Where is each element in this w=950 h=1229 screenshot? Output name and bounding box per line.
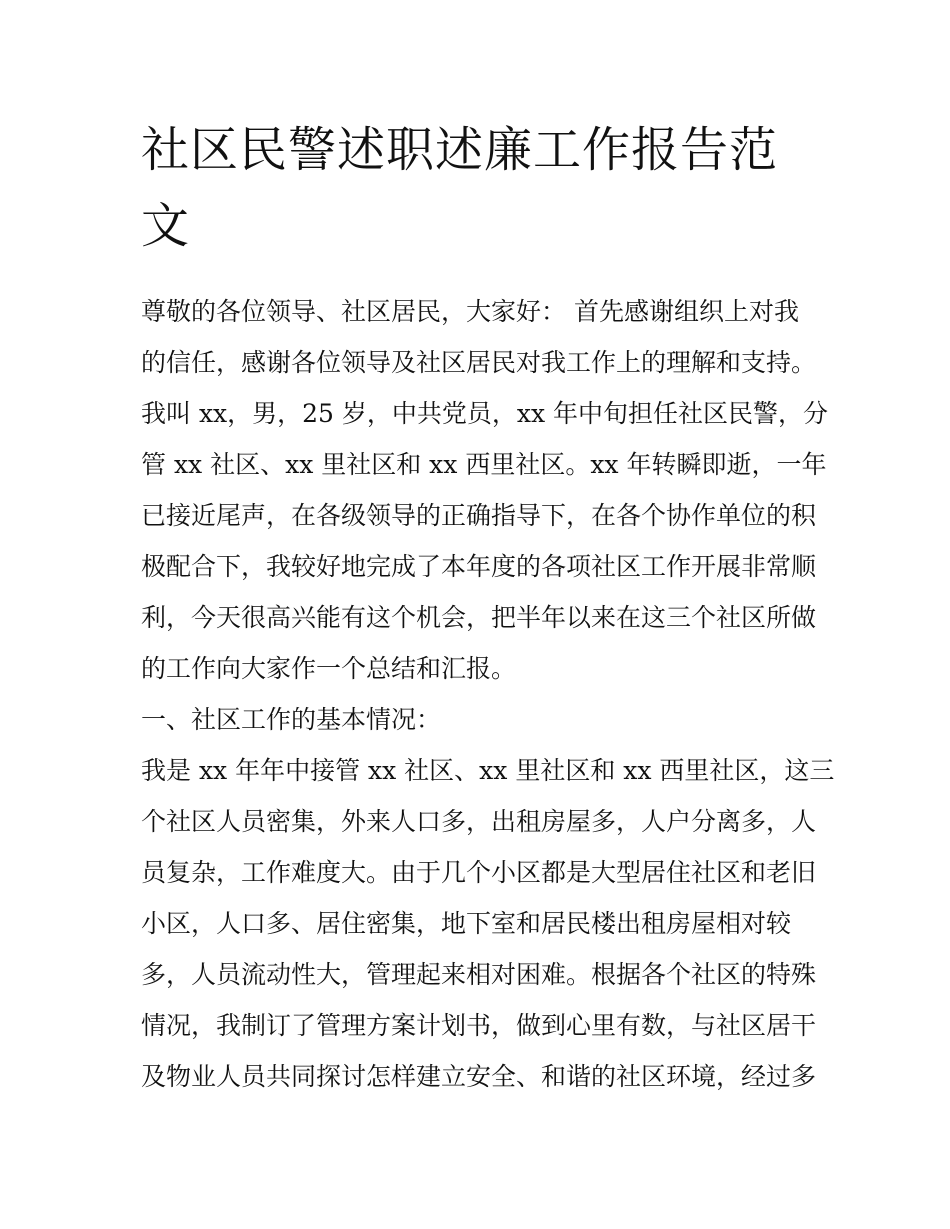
body-line: 我是 xx 年年中接管 xx 社区、xx 里社区和 xx 西里社区，这三 [141,756,835,785]
body-line: 尊敬的各位领导、社区居民，大家好： 首先感谢组织上对我 [141,297,799,326]
body-line: 利，今天很高兴能有这个机会，把半年以来在这三个社区所做 [141,603,817,632]
body-line: 我叫 xx，男，25 岁，中共党员，xx 年中旬担任社区民警，分 [141,399,829,428]
body-line: 情况，我制订了管理方案计划书，做到心里有数，与社区居干 [141,1011,817,1040]
body-line: 的工作向大家作一个总结和汇报。 [141,654,517,683]
body-line: 员复杂，工作难度大。由于几个小区都是大型居住社区和老旧 [141,858,817,887]
document-title [141,112,813,264]
body-line: 个社区人员密集，外来人口多，出租房屋多，人户分离多，人 [141,807,817,836]
section-heading: 一、社区工作的基本情况： [141,705,442,734]
title-line: 社区民警述职述廉工作报告范 [141,122,779,178]
title-line: 文 [141,198,191,254]
body-line: 多，人员流动性大，管理起来相对困难。根据各个社区的特殊 [141,960,817,989]
body-line: 小区，人口多、居住密集，地下室和居民楼出租房屋相对较 [141,909,792,938]
body-line: 及物业人员共同探讨怎样建立安全、和谐的社区环境，经过多 [141,1062,817,1091]
document-body [141,286,835,1102]
document-content [141,112,835,1102]
body-line: 的信任，感谢各位领导及社区居民对我工作上的理解和支持。 [141,348,817,377]
body-line: 极配合下，我较好地完成了本年度的各项社区工作开展非常顺 [141,552,817,581]
body-line: 管 xx 社区、xx 里社区和 xx 西里社区。xx 年转瞬即逝，一年 [141,450,827,479]
body-line: 已接近尾声，在各级领导的正确指导下，在各个协作单位的积 [141,501,817,530]
